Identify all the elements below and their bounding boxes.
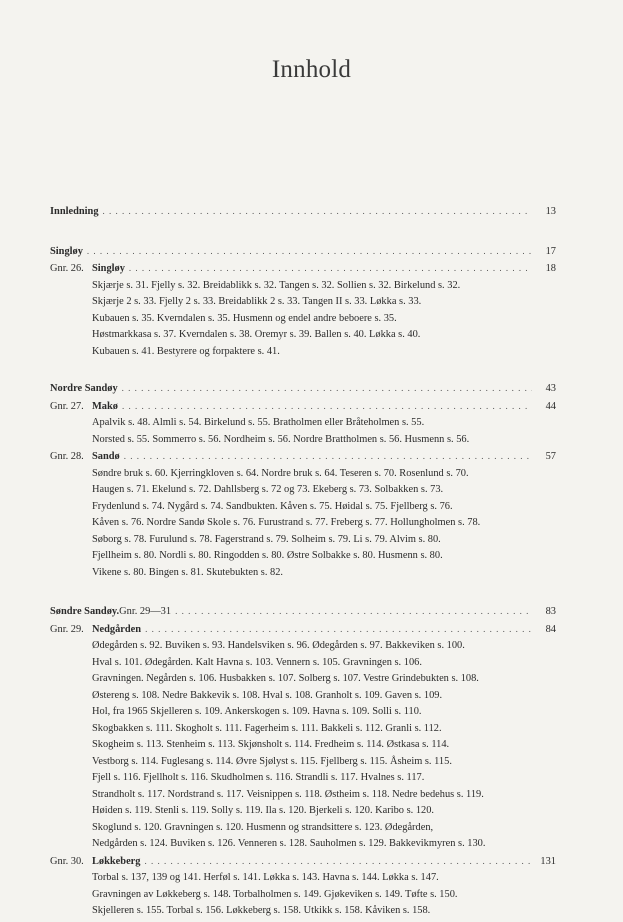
gnr-label: Gnr. 30. [50, 855, 84, 867]
sub-entry-line: Kubauen s. 41. Bestyrere og forpaktere s. 41. [92, 345, 280, 357]
entry-name: Løkkeberg [92, 855, 141, 867]
sub-entry-line: Østereng s. 108. Nedre Bakkevik s. 108. Hval s. 108. Granholt s. 109. Gaven s. 109. [92, 689, 443, 701]
page-number: 44 [545, 400, 556, 412]
toc-entry [50, 853, 556, 871]
sub-entry-line: Apalvik s. 48. Almli s. 54. Birkelund s. 55. Bratholmen eller Bråteholmen s. 55. [92, 417, 425, 428]
page-number: 57 [545, 451, 556, 462]
toc-section [50, 603, 556, 920]
toc-entry [50, 260, 556, 278]
sub-entries [50, 278, 556, 361]
gnr-label: Gnr. 26. [50, 263, 84, 274]
entry-name: Søndre Sandøy. [50, 606, 120, 617]
sub-entry-line: Hol, fra 1965 Skjelleren s. 109. Ankerskogen s. 109. Havna s. 109. Solli s. 110. [92, 706, 422, 717]
sub-entry-line: Haugen s. 71. Ekelund s. 72. Dahllsberg s. 72 og 73. Ekeberg s. 73. Solbakken s. 73. [92, 484, 444, 495]
sub-entry-line: Søborg s. 78. Furulund s. 78. Fagerstrand s. 79. Solheim s. 79. Li s. 79. Alvim s. 80. [92, 533, 441, 545]
gnr-label: Gnr. 29. [50, 623, 84, 635]
page-number: 84 [545, 623, 556, 635]
dot-leader [145, 853, 533, 870]
toc-entry [50, 203, 556, 221]
page-title: Innhold [271, 56, 352, 83]
dot-leader [122, 380, 532, 397]
sub-entry-line: Strandholt s. 117. Nordstrand s. 117. Veisnippen s. 118. Østheim s. 118. Nedre bedehus s. 119. [92, 788, 484, 800]
entry-name: Nordre Sandøy [50, 383, 118, 394]
dot-leader [145, 621, 532, 638]
dot-leader [175, 603, 532, 620]
sub-entries [50, 415, 556, 448]
entry-name: Innledning [50, 206, 99, 217]
page-number: 17 [545, 245, 556, 257]
sub-entry-line: Nedgården s. 124. Buviken s. 126. Venneren s. 128. Sauholmen s. 129. Bakkevikmyren s. 130. [92, 838, 486, 849]
entry-extra: Gnr. 29—31 [119, 606, 172, 617]
sub-entry-line: Skogheim s. 113. Stenheim s. 113. Skjønsholt s. 114. Fredheim s. 114. Østkasa s. 114. [92, 739, 450, 750]
page-number: 43 [545, 383, 556, 394]
sub-entry-line: Vestborg s. 114. Fuglesang s. 114. Øvre Sjølyst s. 115. Fjellberg s. 115. Åsheim s. 115. [92, 755, 452, 767]
toc-entry [50, 448, 556, 466]
table-of-contents [50, 203, 556, 920]
toc-entry [50, 621, 556, 639]
sub-entry-line: Gravningen. Negården s. 106. Husbakken s. 107. Solberg s. 107. Vestre Grindebukten s. 108. [92, 673, 479, 684]
toc-entry [50, 398, 556, 416]
toc-section [50, 380, 556, 581]
gnr-label: Gnr. 28. [50, 451, 84, 462]
sub-entry-line: Skoglund s. 120. Gravningen s. 120. Husmenn og strandsittere s. 123. Ødegården, [92, 821, 434, 833]
sub-entry-line: Norsted s. 55. Sommerro s. 56. Nordheim s. 56. Nordre Brattholmen s. 56. Husmenn s. 56. [92, 433, 470, 445]
entry-name: Nedgården [92, 623, 142, 635]
sub-entry-line: Skjærje s. 31. Fjelly s. 32. Breidablikk s. 32. Tangen s. 32. Sollien s. 32. Birkelund s. 32. [92, 279, 461, 291]
entry-name: Singløy [50, 245, 83, 257]
entry-name: Makø [92, 400, 118, 412]
sub-entry-line: Skogbakken s. 111. Skogholt s. 111. Fagerheim s. 111. Bakkeli s. 112. Granli s. 112. [92, 722, 442, 734]
toc-entry [50, 603, 556, 621]
page-number: 13 [545, 206, 556, 217]
sub-entries [50, 870, 556, 920]
sub-entry-line: Skjærje 2 s. 33. Fjelly 2 s. 33. Breidablikk 2 s. 33. Tangen II s. 33. Løkka s. 33. [92, 296, 422, 307]
entry-name: Sandø [92, 451, 120, 462]
sub-entry-line: Kåven s. 76. Nordre Sandø Skole s. 76. Furustrand s. 77. Freberg s. 77. Hollungholmen s. 78. [92, 517, 481, 528]
toc-section [50, 203, 556, 221]
toc-section [50, 243, 556, 361]
toc-entry [50, 243, 556, 261]
dot-leader [124, 448, 532, 465]
sub-entry-line: Ødegården s. 92. Buviken s. 93. Handelsviken s. 96. Ødegården s. 97. Bakkeviken s. 100. [92, 640, 465, 651]
entry-name: Singløy [92, 263, 125, 274]
sub-entry-line: Fjellheim s. 80. Nordli s. 80. Ringodden s. 80. Østre Solbakke s. 80. Husmenn s. 80. [92, 550, 443, 561]
sub-entry-line: Høstmarkkasa s. 37. Kverndalen s. 38. Oremyr s. 39. Ballen s. 40. Løkka s. 40. [92, 329, 421, 340]
sub-entry-line: Torbal s. 137, 139 og 141. Herføl s. 141. Løkka s. 143. Havna s. 144. Løkka s. 147. [92, 872, 439, 883]
page-number: 18 [545, 263, 556, 274]
sub-entry-line: Frydenlund s. 74. Nygård s. 74. Sandbukten. Kåven s. 75. Høidal s. 75. Fjellberg s. 76. [92, 500, 453, 512]
sub-entry-line: Skjelleren s. 155. Torbal s. 156. Løkkeberg s. 158. Utkikk s. 158. Kåviken s. 158. [92, 905, 431, 916]
sub-entry-line: Hval s. 101. Ødegården. Kalt Havna s. 103. Vennern s. 105. Gravningen s. 106. [92, 656, 422, 668]
sub-entry-line: Gravningen av Løkkeberg s. 148. Torbalholmen s. 149. Gjøkeviken s. 149. Tøfte s. 150. [92, 888, 458, 900]
sub-entry-line: Fjell s. 116. Fjellholt s. 116. Skudholmen s. 116. Strandli s. 117. Hvalnes s. 117. [92, 772, 425, 783]
sub-entry-line: Søndre bruk s. 60. Kjerringkloven s. 64. Nordre bruk s. 64. Teseren s. 70. Rosenlund s. 70. [92, 467, 469, 479]
dot-leader [129, 260, 532, 277]
dot-leader [103, 203, 532, 220]
toc-entry [50, 380, 556, 398]
gnr-label: Gnr. 27. [50, 400, 84, 412]
sub-entry-line: Kubauen s. 35. Kverndalen s. 35. Husmenn og endel andre beboere s. 35. [92, 312, 397, 324]
sub-entries [50, 638, 556, 853]
dot-leader [122, 398, 532, 415]
sub-entry-line: Vikene s. 80. Bingen s. 81. Skutebukten s. 82. [92, 566, 284, 578]
sub-entries [50, 466, 556, 582]
sub-entry-line: Høiden s. 119. Stenli s. 119. Solly s. 119. Ila s. 120. Bjerkeli s. 120. Karibo s. 120. [92, 805, 435, 816]
page-number: 83 [545, 606, 556, 617]
dot-leader [87, 243, 532, 260]
page-number: 131 [540, 855, 556, 867]
